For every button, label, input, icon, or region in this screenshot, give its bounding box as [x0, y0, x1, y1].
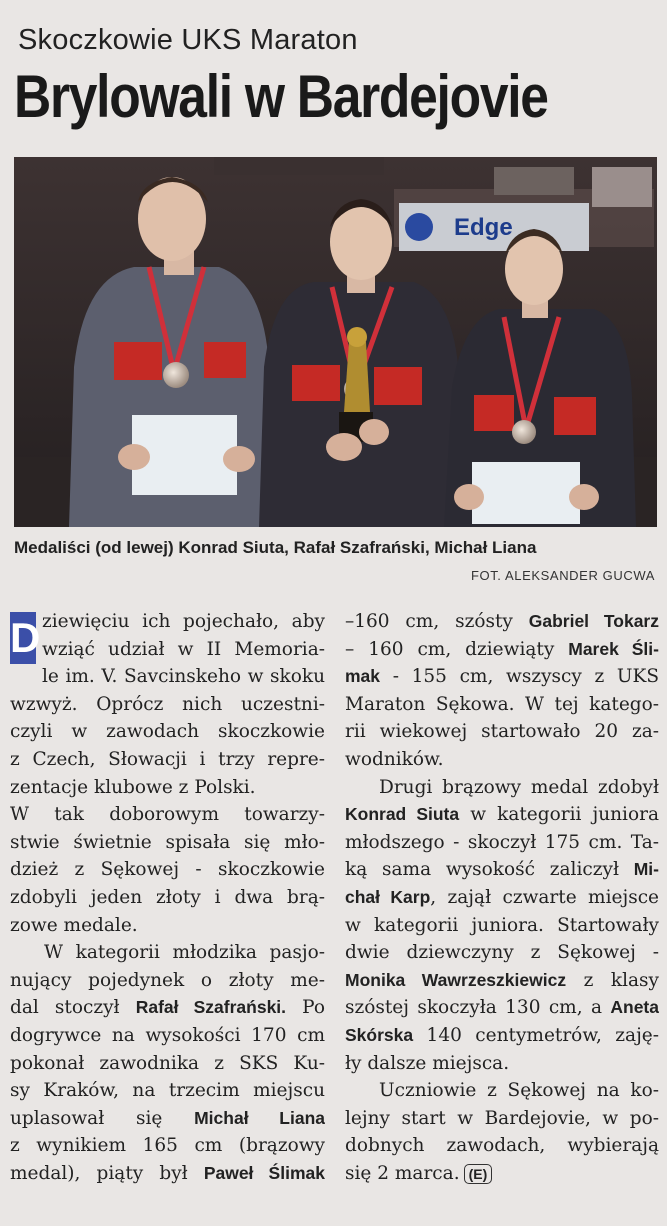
- body-text: - 155 cm, wszyscy z UKS: [380, 666, 659, 688]
- body-line: wzwyż. Oprócz nich uczestni-: [10, 693, 325, 715]
- body-line: [345, 967, 659, 995]
- body-text: uplasował się: [10, 1107, 195, 1129]
- medalists-photo: [14, 157, 657, 527]
- body-line: [10, 1160, 325, 1188]
- body-text: szóstej skoczyła 130 cm, a: [345, 997, 611, 1019]
- body-line: [345, 884, 659, 912]
- body-text: z klasy: [566, 969, 659, 991]
- body-line: zdobyli jeden złoty i dwa brą-: [10, 886, 325, 908]
- body-line: Maraton Sękowa. W tej katego-: [345, 693, 659, 715]
- athlete-name: Monika Wawrzeszkiewicz: [345, 969, 567, 990]
- drop-cap: D: [10, 612, 36, 664]
- body-line: sy Kraków, na trzecim miejscu: [10, 1080, 325, 1102]
- photo-caption: Medaliści (od lewej) Konrad Siuta, Rafał Szafrański, Michał Liana: [14, 538, 537, 557]
- athlete-name: Marek Śli-: [568, 638, 659, 659]
- body-line: [345, 801, 659, 829]
- athlete-name: Rafał Szafrański.: [135, 997, 287, 1018]
- body-text: w kategorii juniora: [459, 804, 659, 826]
- body-line: rii wiekowej startowało 20 za-: [345, 721, 659, 743]
- body-line: z wynikiem 165 cm (brązowy: [10, 1135, 325, 1157]
- body-line: le im. V. Savcinskeho w skoku: [42, 666, 325, 688]
- body-line: zentacje klubowe z Polski.: [10, 776, 256, 798]
- body-text: , zajął czwarte miejsce: [430, 886, 659, 908]
- body-line: młodszego - skoczył 175 cm. Ta-: [345, 831, 659, 853]
- body-line: zowe medale.: [10, 914, 138, 936]
- body-line: W tak doborowym towarzy-: [10, 804, 325, 826]
- body-text: –160 cm, szósty: [345, 611, 529, 632]
- athlete-name: Konrad Siuta: [345, 804, 460, 825]
- body-line: [10, 994, 325, 1022]
- athlete-name: mak: [345, 666, 381, 687]
- body-text: medal), piąty był: [10, 1162, 204, 1184]
- body-line: W kategorii młodzika pasjo-: [44, 942, 325, 964]
- banner-text: Edge: [454, 214, 513, 241]
- body-text: 140 centymetrów, zaję-: [413, 1024, 659, 1046]
- body-line: dobnych zawodach, wybierają: [345, 1135, 659, 1157]
- body-line: [345, 994, 659, 1022]
- body-line: lejny start w Bardejovie, w po-: [345, 1107, 659, 1129]
- body-line: ziewięciu ich pojechało, aby: [42, 611, 325, 632]
- body-text: dal stoczył: [10, 997, 136, 1019]
- body-line: z Czech, Słowacji i trzy repre-: [10, 748, 325, 770]
- body-line: dogrywce na wysokości 170 cm: [10, 1024, 325, 1046]
- body-line: [345, 636, 659, 664]
- photo-credit: FOT. ALEKSANDER GUCWA: [470, 568, 655, 583]
- author-signature: (E): [464, 1164, 493, 1184]
- athlete-name: chał Karp: [345, 886, 431, 907]
- body-line: wziąć udział w II Memoria-: [42, 638, 325, 660]
- body-line: [345, 663, 659, 691]
- body-line: [345, 608, 659, 636]
- body-text: Po: [286, 997, 325, 1019]
- body-text: ką sama wysokość zaliczył: [345, 859, 634, 881]
- body-line: w kategorii juniora. Startowały: [345, 914, 659, 936]
- article-column-2: [345, 608, 659, 1187]
- athlete-name: Aneta: [610, 997, 659, 1018]
- body-line: ły dalsze miejsca.: [345, 1052, 510, 1074]
- body-line: dzież z Sękowej - skoczkowie: [10, 859, 325, 881]
- body-line: Drugi brązowy medal zdobył: [379, 776, 659, 798]
- body-line: [345, 1022, 659, 1050]
- body-line: Uczniowie z Sękowej na ko-: [379, 1080, 659, 1102]
- body-line: pokonał zawodnika z SKS Ku-: [10, 1052, 325, 1074]
- body-text: – 160 cm, dziewiąty: [345, 638, 569, 660]
- athlete-name: Skórska: [345, 1024, 414, 1045]
- article-headline: Brylowali w Bardejovie: [14, 63, 548, 130]
- body-line: dwie dziewczyny z Sękowej -: [345, 942, 659, 964]
- body-line: czyli w zawodach skoczkowie: [10, 721, 325, 743]
- athlete-name: Michał Liana: [194, 1107, 325, 1128]
- body-line: [10, 1105, 325, 1133]
- body-line: nujący pojedynek o złoty me-: [10, 969, 325, 991]
- body-line: wodników.: [345, 748, 444, 770]
- article-kicker: Skoczkowie UKS Maraton: [18, 24, 358, 56]
- body-line: [345, 856, 659, 884]
- athlete-name: Gabriel Tokarz: [528, 611, 659, 631]
- article-column-1: [10, 608, 325, 1187]
- article-photo: [14, 157, 657, 527]
- athlete-name: Mi-: [633, 859, 659, 880]
- body-text: się 2 marca.: [345, 1162, 460, 1184]
- athlete-name: Paweł Ślimak: [203, 1162, 325, 1183]
- body-line: stwie świetnie spisała się mło-: [10, 831, 325, 853]
- body-line: [345, 1160, 659, 1188]
